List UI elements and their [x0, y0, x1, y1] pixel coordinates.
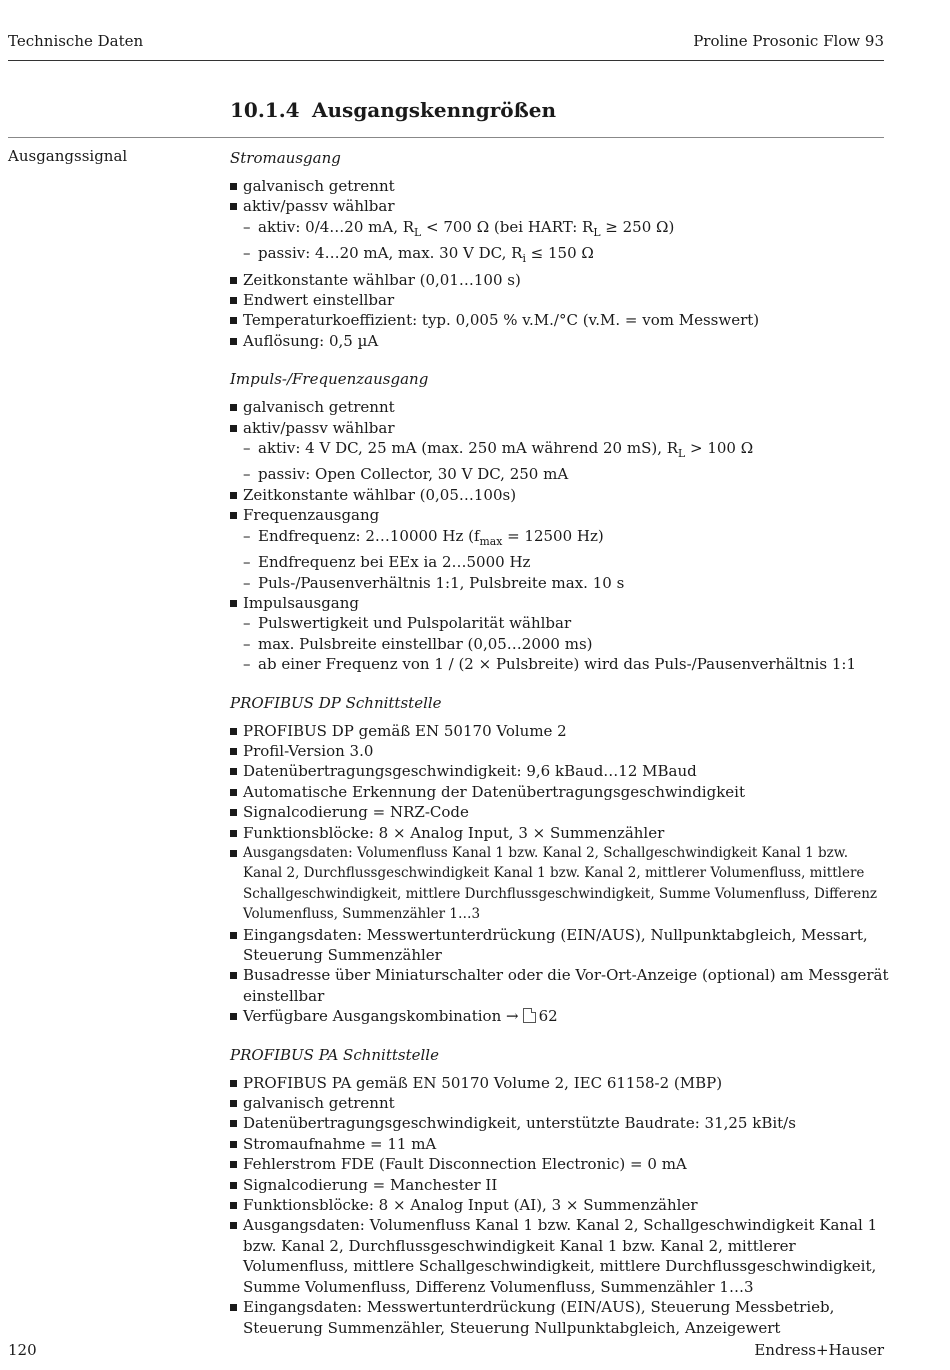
spec-list	[230, 176, 890, 351]
spec-list	[230, 1073, 890, 1338]
spec-item: galvanisch getrennt	[230, 1093, 890, 1113]
spec-item: Datenübertragungsgeschwindigkeit: 9,6 kBaud…12 MBaud	[230, 761, 890, 781]
spec-item: Ausgangsdaten: Volumenfluss Kanal 1 bzw. Kanal 2, Schallgeschwindigkeit Kanal 1 bzw. Kanal 2, Durchflussgeschwindigkeit Kanal 1 bzw. Kanal 2, mittlerer Volumenfluss, mittlere Schallgeschwindigkeit, mittlere Durchflussgeschwindigkeit, Summe Volumenfluss, Differenz Volumenfluss, Summenzähler 1…3	[230, 843, 890, 925]
spec-item: Auflösung: 0,5 µA	[230, 331, 890, 351]
spec-item: Stromaufnahme = 11 mA	[230, 1134, 890, 1154]
section-heading	[230, 98, 556, 122]
spec-content	[230, 145, 890, 1338]
spec-subitem: – aktiv: 4 V DC, 25 mA (max. 250 mA während 20 mS), $R_L > 100$ Ω	[230, 438, 890, 464]
page-reference[interactable]: 62	[538, 1007, 558, 1026]
spec-item: Temperaturkoeffizient: typ. 0,005 % v.M./°C (v.M. = vom Messwert)	[230, 310, 890, 330]
spec-item: Impulsausgang	[230, 593, 890, 613]
spec-subitem: – Puls-/Pausenverhältnis 1:1, Pulsbreite max. 10 s	[230, 573, 890, 593]
page-header	[8, 32, 884, 61]
subsection-title: Impuls-/Frequenzausgang	[230, 370, 429, 389]
spec-item: Signalcodierung = NRZ-Code	[230, 802, 890, 822]
spec-item: Eingangsdaten: Messwertunterdrückung (EIN/AUS), Nullpunktabgleich, Messart, Steuerung Summenzähler	[230, 925, 890, 966]
header-product: Proline Prosonic Flow 93	[693, 32, 884, 50]
spec-item: Verfügbare Ausgangskombination → 62	[230, 1006, 890, 1026]
spec-item: Zeitkonstante wählbar (0,01…100 s)	[230, 270, 890, 290]
spec-item: Fehlerstrom FDE (Fault Disconnection Electronic) = 0 mA	[230, 1154, 890, 1174]
header-chapter: Technische Daten	[8, 32, 144, 50]
spec-subitem: – Pulswertigkeit und Pulspolarität wählbar	[230, 613, 890, 633]
spec-subitem: – max. Pulsbreite einstellbar (0,05…2000 ms)	[230, 634, 890, 654]
spec-item: Funktionsblöcke: 8 × Analog Input (AI), 3 × Summenzähler	[230, 1195, 890, 1215]
subsection-title: PROFIBUS DP Schnittstelle	[230, 693, 442, 712]
spec-item: galvanisch getrennt	[230, 397, 890, 417]
section-number: 10.1.4	[230, 98, 300, 122]
spec-item: Funktionsblöcke: 8 × Analog Input, 3 × Summenzähler	[230, 823, 890, 843]
spec-item: Frequenzausgang	[230, 505, 890, 525]
spec-item: Busadresse über Miniaturschalter oder die Vor-Ort-Anzeige (optional) am Messgerät einstellbar	[230, 965, 890, 1006]
spec-item: galvanisch getrennt	[230, 176, 890, 196]
spec-list	[230, 721, 890, 1027]
page-reference-icon	[523, 1008, 536, 1023]
subsection-title: Stromausgang	[230, 149, 341, 167]
spec-item: PROFIBUS DP gemäß EN 50170 Volume 2	[230, 721, 890, 741]
spec-subitem: – aktiv: 0/4…20 mA, $R_L < 700$ Ω (bei HART: $R_L \ge 250$ Ω)	[230, 217, 890, 243]
footer-brand: Endress+Hauser	[754, 1341, 884, 1359]
spec-item: Profil-Version 3.0	[230, 741, 890, 761]
spec-item: Zeitkonstante wählbar (0,05…100s)	[230, 485, 890, 505]
spec-subitem: – ab einer Frequenz von 1 / (2 × Pulsbreite) wird das Puls-/Pausenverhältnis 1:1	[230, 654, 890, 674]
section-title: Ausgangskenngrößen	[312, 98, 557, 122]
spec-subitem: – Endfrequenz bei EEx ia 2…5000 Hz	[230, 552, 890, 572]
page-number: 120	[8, 1341, 37, 1359]
spec-item: Datenübertragungsgeschwindigkeit, unterstützte Baudrate: 31,25 kBit/s	[230, 1113, 890, 1133]
spec-item: Automatische Erkennung der Datenübertragungsgeschwindigkeit	[230, 782, 890, 802]
spec-item: Endwert einstellbar	[230, 290, 890, 310]
side-label: Ausgangssignal	[8, 147, 128, 165]
spec-list	[230, 397, 890, 674]
spec-subitem: – passiv: Open Collector, 30 V DC, 250 mA	[230, 464, 890, 484]
spec-subitem: – passiv: 4…20 mA, max. 30 V DC, $R_i \le 150$ Ω	[230, 243, 890, 269]
spec-subitem: – Endfrequenz: 2…10000 Hz ($f_{max} = 12500$ Hz)	[230, 526, 890, 552]
spec-item: Ausgangsdaten: Volumenfluss Kanal 1 bzw. Kanal 2, Schallgeschwindigkeit Kanal 1 bzw. Kanal 2, Durchflussgeschwindigkeit Kanal 1 bzw. Kanal 2, mittlerer Volumenfluss, mittlere Schallgeschwindigkeit, mittlere Durchflussgeschwindigkeit, Summe Volumenfluss, Differenz Volumenfluss, Summenzähler 1…3	[230, 1215, 890, 1297]
spec-item: Eingangsdaten: Messwertunterdrückung (EIN/AUS), Steuerung Messbetrieb, Steuerung Summenzähler, Steuerung Nullpunktabgleich, Anzeigewert	[230, 1297, 890, 1338]
subsection-title: PROFIBUS PA Schnittstelle	[230, 1045, 439, 1064]
spec-item: aktiv/passv wählbar	[230, 418, 890, 438]
spec-item: Signalcodierung = Manchester II	[230, 1175, 890, 1195]
spec-item: aktiv/passv wählbar	[230, 196, 890, 216]
spec-item: PROFIBUS PA gemäß EN 50170 Volume 2, IEC 61158-2 (MBP)	[230, 1073, 890, 1093]
section-divider	[8, 137, 884, 138]
